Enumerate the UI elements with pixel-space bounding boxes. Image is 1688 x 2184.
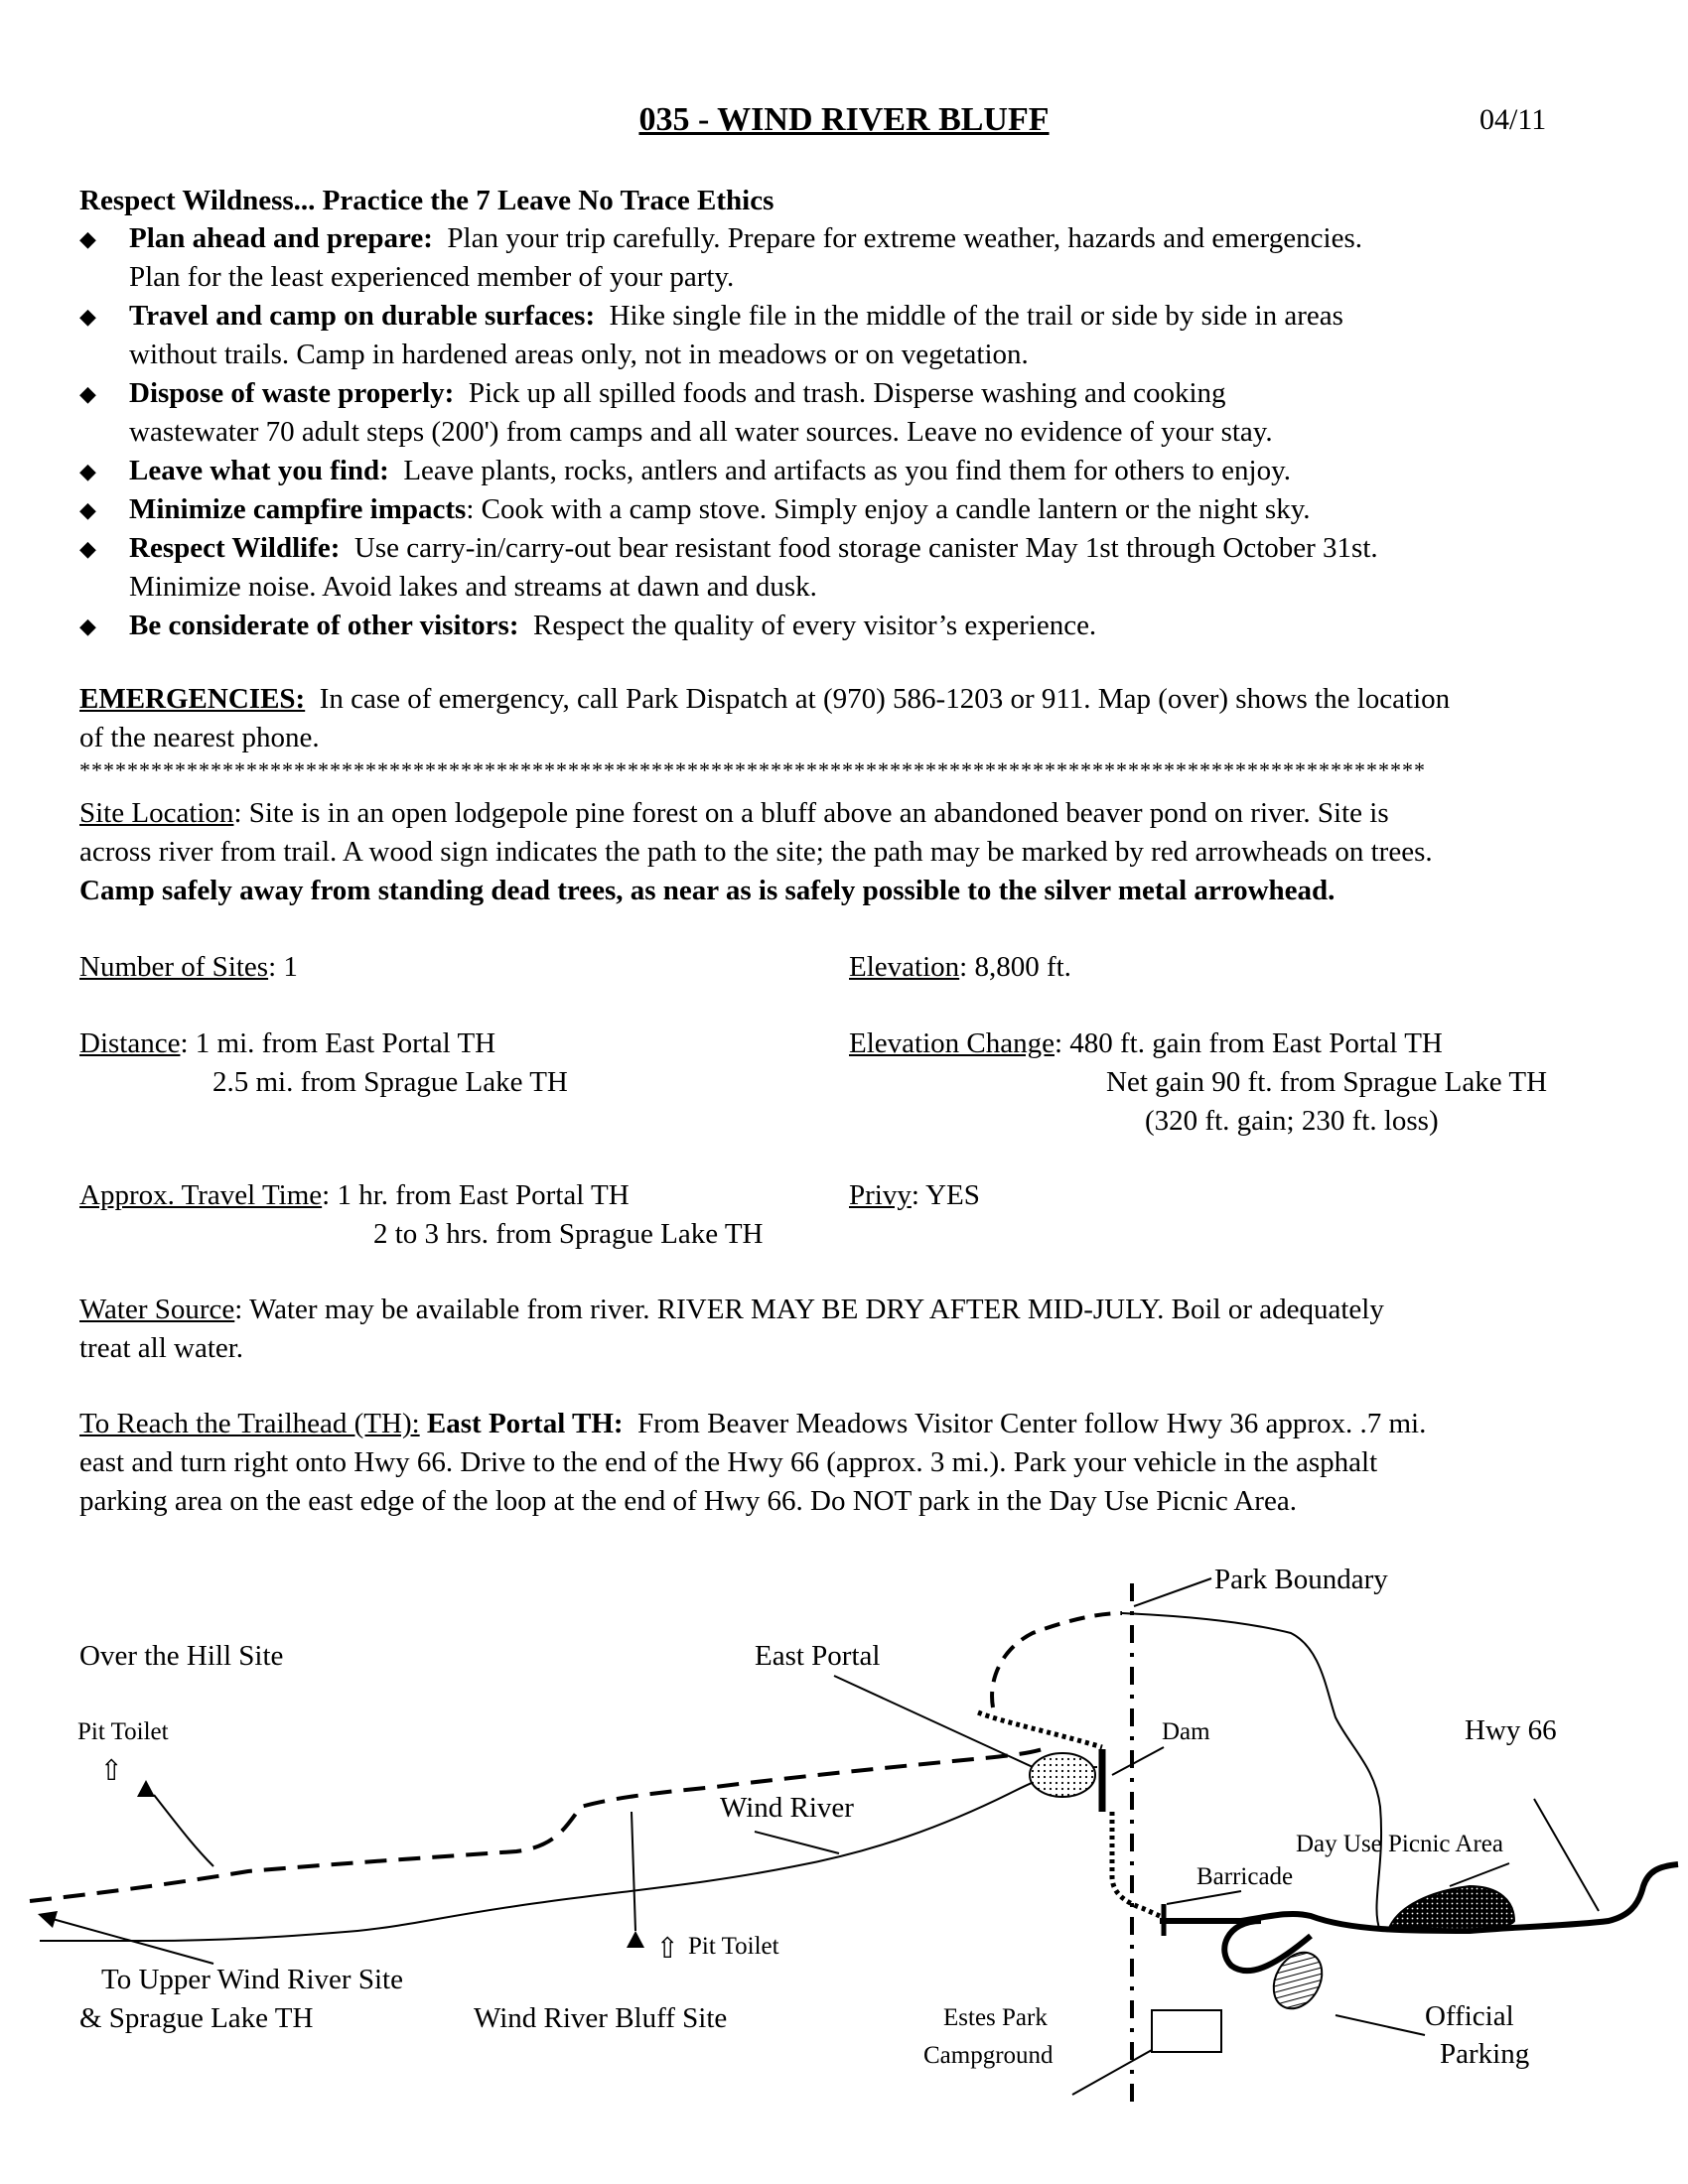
pit-toilet-icon: ⇧ xyxy=(99,1755,124,1787)
day-use-pointer xyxy=(1450,1863,1509,1886)
official-parking-label-2: Parking xyxy=(1440,2038,1530,2070)
number-of-sites: Number of Sites: 1 xyxy=(79,951,298,983)
distance: Distance: 1 mi. from East Portal TH 2.5 mi. from Sprague Lake TH xyxy=(79,1027,568,1098)
ethics-list xyxy=(79,219,1628,645)
ethics-item: ◆ Minimize campfire impacts: Cook with a camp stove. Simply enjoy a candle lantern or the night sky. xyxy=(79,490,1628,529)
estes-park-label-1: Estes Park xyxy=(943,2004,1048,2031)
hwy-66-pointer xyxy=(1534,1799,1599,1911)
travel-time: Approx. Travel Time: 1 hr. from East Portal TH 2 to 3 hrs. from Sprague Lake TH xyxy=(79,1179,764,1250)
wind-river-label: Wind River xyxy=(720,1792,854,1824)
over-the-hill-label: Over the Hill Site xyxy=(79,1640,284,1672)
diamond-bullet-icon: ◆ xyxy=(79,226,96,251)
ethics-item: ◆ Leave what you find: Leave plants, rocks, antlers and artifacts as you find them for others to enjoy. xyxy=(79,452,1628,490)
water-source-paragraph: Water Source: Water may be available from river. RIVER MAY BE DRY AFTER MID-JULY. Boil or adequately treat all water. xyxy=(79,1294,1384,1364)
page-title: 035 - WIND RIVER BLUFF xyxy=(638,101,1050,138)
privy: Privy: YES xyxy=(849,1179,980,1211)
trail-upper-dashed xyxy=(992,1613,1122,1707)
diamond-bullet-icon: ◆ xyxy=(79,497,96,522)
trail-dashed xyxy=(30,1749,1043,1901)
trail-dotted-to-dam xyxy=(978,1712,1102,1747)
left-arrow-icon xyxy=(38,1911,58,1928)
diamond-bullet-icon: ◆ xyxy=(79,304,96,329)
ethics-item: ◆ Respect Wildlife: Use carry-in/carry-out bear resistant food storage canister May 1st through October 31st. Minimize noise. Avoid lakes and streams at dawn and dusk. xyxy=(79,529,1628,607)
separator-line: ***************************************************************************************************************** xyxy=(79,757,1426,782)
wind-river-pointer xyxy=(755,1832,839,1853)
dam-label: Dam xyxy=(1162,1718,1210,1745)
elevation-change: Elevation Change: 480 ft. gain from East Portal TH Net gain 90 ft. from Sprague Lake TH (320 ft. gain; 230 ft. loss) xyxy=(849,1027,1548,1137)
campground-pointer xyxy=(1072,2050,1152,2095)
dam-pointer xyxy=(1112,1747,1164,1775)
day-use-area xyxy=(1390,1886,1514,1929)
trail-map xyxy=(0,1559,1688,2184)
pit-toilet-label-2: Pit Toilet xyxy=(688,1933,779,1960)
barricade-label: Barricade xyxy=(1196,1863,1294,1890)
trailhead-paragraph: To Reach the Trailhead (TH): East Portal TH: From Beaver Meadows Visitor Center follow Hwy 36 approx. .7 mi. east and turn right onto Hwy 66. Drive to the end of the Hwy 66 (approx. 3 mi.). Park your vehicle in the asphalt parking area on the east edge of the loop at the end of Hwy 66. Do NOT park in the Day Use Picnic Area. xyxy=(79,1408,1427,1517)
upper-site-label-2: & Sprague Lake TH xyxy=(79,2002,314,2034)
park-boundary-pointer xyxy=(1134,1578,1211,1606)
pit-toilet-icon: ⇧ xyxy=(655,1933,680,1965)
official-parking-area xyxy=(1264,1944,1332,2017)
wind-river-bluff-site-label: Wind River Bluff Site xyxy=(474,2002,728,2034)
ethics-item: ◆ Dispose of waste properly: Pick up all spilled foods and trash. Disperse washing and cooking wastewater 70 adult steps (200') from camps and all water sources. Leave no evidence of your stay. xyxy=(79,374,1628,452)
ethics-heading: Respect Wildness... Practice the 7 Leave No Trace Ethics xyxy=(79,185,774,216)
dam-pond xyxy=(1030,1753,1095,1797)
diamond-bullet-icon: ◆ xyxy=(79,381,96,406)
diamond-bullet-icon: ◆ xyxy=(79,459,96,483)
barricade-pointer xyxy=(1167,1891,1241,1904)
hwy-66-label: Hwy 66 xyxy=(1465,1714,1557,1746)
diamond-bullet-icon: ◆ xyxy=(79,614,96,638)
campground-box xyxy=(1152,2010,1221,2052)
official-parking-label-1: Official xyxy=(1425,2000,1514,2032)
elevation: Elevation: 8,800 ft. xyxy=(849,951,1071,983)
park-boundary-label: Park Boundary xyxy=(1214,1564,1388,1595)
site-location-paragraph: Site Location: Site is in an open lodgepole pine forest on a bluff above an abandoned beaver pond on river. Site is across river from trail. A wood sign indicates the path to the site; the path may be marked by red arrowheads on trees. Camp safely away from standing dead trees, as near as is safely possible to the silver metal arrowhead. xyxy=(79,797,1433,906)
upper-site-label-1: To Upper Wind River Site xyxy=(101,1964,403,1995)
day-use-label: Day Use Picnic Area xyxy=(1296,1831,1503,1857)
over-the-hill-site-triangle-icon xyxy=(137,1780,155,1797)
trail-dotted-down xyxy=(1112,1812,1160,1916)
wind-river-line xyxy=(40,1767,1097,1941)
pit-toilet-label: Pit Toilet xyxy=(77,1718,169,1745)
wind-river-bluff-site-triangle-icon xyxy=(627,1931,644,1948)
wind-river-bluff-pointer xyxy=(632,1812,635,1931)
estes-park-label-2: Campground xyxy=(923,2042,1054,2069)
ethics-item: ◆ Be considerate of other visitors: Respect the quality of every visitor’s experience. xyxy=(79,607,1628,645)
ethics-item: ◆ Travel and camp on durable surfaces: Hike single file in the middle of the trail or side by side in areas without trails. Camp in hardened areas only, not in meadows or on vegetation. xyxy=(79,297,1628,374)
east-portal-label: East Portal xyxy=(755,1640,881,1672)
ethics-item: ◆ Plan ahead and prepare: Plan your trip carefully. Prepare for extreme weather, hazards and emergencies. Plan for the least experienced member of your party. xyxy=(79,219,1628,297)
official-parking-pointer xyxy=(1336,2015,1425,2035)
diamond-bullet-icon: ◆ xyxy=(79,536,96,561)
emergencies-paragraph: EMERGENCIES: In case of emergency, call Park Dispatch at (970) 586-1203 or 911. Map (over) shows the location of the nearest phone. xyxy=(79,683,1451,753)
revision-date: 04/11 xyxy=(1479,103,1547,136)
over-the-hill-pointer xyxy=(154,1795,213,1866)
